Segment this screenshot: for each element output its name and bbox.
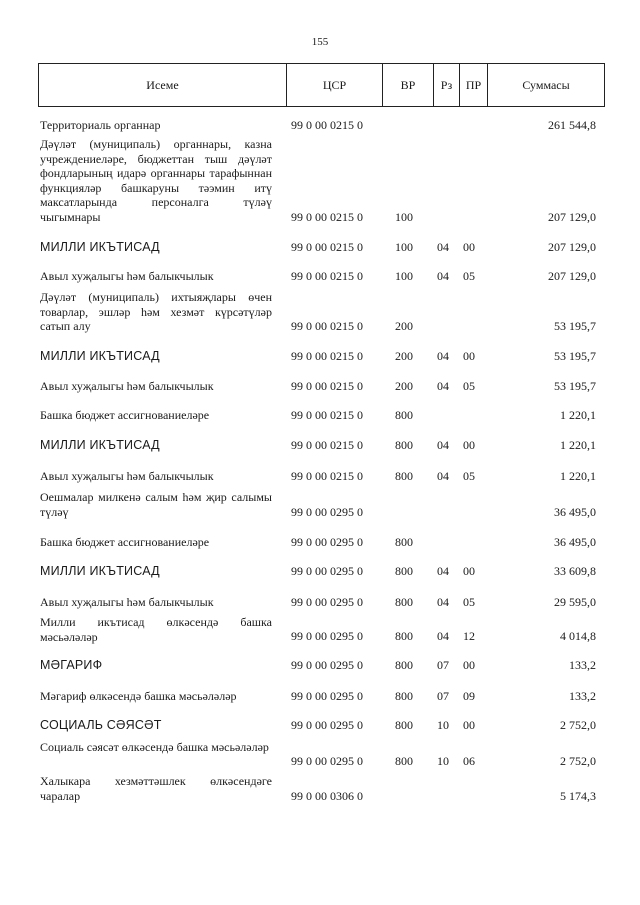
row-pr: 12 [463, 629, 475, 643]
header-vr: ВР [383, 64, 434, 107]
row-pr: 00 [463, 438, 475, 452]
row-pr: 00 [463, 718, 475, 732]
row-vr: 200 [395, 349, 413, 363]
row-pr: 05 [463, 469, 475, 483]
row-vr: 800 [395, 564, 413, 578]
row-pr: 00 [463, 349, 475, 363]
row-name: Социаль сәясәт өлкәсендә башка мәсьәләләр [40, 740, 269, 754]
row-sum: 133,2 [569, 689, 596, 703]
header-name: Исеме [39, 64, 287, 107]
row-sum: 53 195,7 [554, 349, 596, 363]
row-sum: 5 174,3 [560, 789, 596, 803]
row-sum: 36 495,0 [554, 535, 596, 549]
row-rz: 04 [437, 269, 449, 283]
row-csr: 99 0 00 0215 0 [291, 349, 363, 363]
header-csr: ЦСР [287, 64, 383, 107]
row-rz: 10 [437, 718, 449, 732]
row-vr: 800 [395, 718, 413, 732]
row-sum: 207 129,0 [548, 240, 596, 254]
row-rz: 04 [437, 349, 449, 363]
row-name: СОЦИАЛЬ СӘЯСӘТ [40, 718, 162, 732]
table-header [38, 63, 605, 107]
row-vr: 100 [395, 210, 413, 224]
row-name: Дәүләт (муниципаль) органнары, казна учреждениеләре, бюджеттан тыш дәүләт фондларының идарә органнары тарафыннан функцияләр башкаруны тәэмин итү максатларында персоналга түләү чыгымнары [40, 137, 272, 224]
row-vr: 200 [395, 379, 413, 393]
row-csr: 99 0 00 0215 0 [291, 379, 363, 393]
row-rz: 04 [437, 240, 449, 254]
row-name: Территориаль органнар [40, 118, 161, 132]
row-name: МӘГАРИФ [40, 658, 103, 672]
row-sum: 2 752,0 [560, 718, 596, 732]
row-name: Милли икътисад өлкәсендә башка мәсьәләләр [40, 615, 272, 644]
row-name: МИЛЛИ ИКЪТИСАД [40, 438, 160, 452]
row-csr: 99 0 00 0295 0 [291, 564, 363, 578]
row-pr: 00 [463, 658, 475, 672]
row-pr: 06 [463, 754, 475, 768]
row-csr: 99 0 00 0215 0 [291, 438, 363, 452]
row-vr: 100 [395, 240, 413, 254]
row-sum: 261 544,8 [548, 118, 596, 132]
row-name: Оешмалар милкенә салым һәм җир салымы түләү [40, 490, 272, 519]
row-csr: 99 0 00 0215 0 [291, 269, 363, 283]
header-pr: ПР [460, 64, 488, 107]
row-vr: 800 [395, 438, 413, 452]
row-pr: 05 [463, 269, 475, 283]
row-vr: 800 [395, 629, 413, 643]
row-csr: 99 0 00 0215 0 [291, 240, 363, 254]
row-vr: 200 [395, 319, 413, 333]
row-sum: 207 129,0 [548, 210, 596, 224]
row-csr: 99 0 00 0295 0 [291, 629, 363, 643]
row-rz: 07 [437, 689, 449, 703]
row-pr: 05 [463, 379, 475, 393]
row-name: Башка бюджет ассигнованиеләре [40, 408, 210, 422]
row-rz: 04 [437, 629, 449, 643]
row-rz: 04 [437, 438, 449, 452]
row-csr: 99 0 00 0295 0 [291, 689, 363, 703]
row-vr: 800 [395, 754, 413, 768]
row-pr: 05 [463, 595, 475, 609]
row-vr: 800 [395, 535, 413, 549]
row-name: МИЛЛИ ИКЪТИСАД [40, 240, 160, 254]
row-rz: 10 [437, 754, 449, 768]
row-sum: 207 129,0 [548, 269, 596, 283]
row-rz: 04 [437, 595, 449, 609]
row-rz: 04 [437, 469, 449, 483]
row-sum: 29 595,0 [554, 595, 596, 609]
row-csr: 99 0 00 0295 0 [291, 535, 363, 549]
row-vr: 800 [395, 469, 413, 483]
row-pr: 09 [463, 689, 475, 703]
row-sum: 53 195,7 [554, 379, 596, 393]
row-rz: 04 [437, 379, 449, 393]
row-rz: 07 [437, 658, 449, 672]
row-sum: 133,2 [569, 658, 596, 672]
row-csr: 99 0 00 0295 0 [291, 595, 363, 609]
row-sum: 2 752,0 [560, 754, 596, 768]
row-name: Авыл хуҗалыгы һәм балыкчылык [40, 469, 214, 483]
row-name: Мәгариф өлкәсендә башка мәсьәләләр [40, 689, 237, 703]
row-csr: 99 0 00 0215 0 [291, 408, 363, 422]
row-vr: 800 [395, 689, 413, 703]
row-name: МИЛЛИ ИКЪТИСАД [40, 564, 160, 578]
row-vr: 800 [395, 408, 413, 422]
row-csr: 99 0 00 0295 0 [291, 505, 363, 519]
row-name: Авыл хуҗалыгы һәм балыкчылык [40, 595, 214, 609]
row-sum: 4 014,8 [560, 629, 596, 643]
row-pr: 00 [463, 564, 475, 578]
row-rz: 04 [437, 564, 449, 578]
row-vr: 800 [395, 595, 413, 609]
row-vr: 100 [395, 269, 413, 283]
row-name: МИЛЛИ ИКЪТИСАД [40, 349, 160, 363]
row-csr: 99 0 00 0215 0 [291, 210, 363, 224]
row-sum: 1 220,1 [560, 438, 596, 452]
row-sum: 36 495,0 [554, 505, 596, 519]
row-sum: 33 609,8 [554, 564, 596, 578]
row-vr: 800 [395, 658, 413, 672]
row-csr: 99 0 00 0295 0 [291, 658, 363, 672]
header-sum: Суммасы [488, 64, 605, 107]
row-csr: 99 0 00 0295 0 [291, 718, 363, 732]
row-name: Халыкара хезмәттәшлек өлкәсендәге чаралар [40, 774, 272, 803]
row-pr: 00 [463, 240, 475, 254]
row-csr: 99 0 00 0215 0 [291, 118, 363, 132]
row-name: Башка бюджет ассигнованиеләре [40, 535, 210, 549]
row-name: Дәүләт (муниципаль) ихтыяҗлары өчен товарлар, эшләр һәм хезмәт күрсәтүләр сатып алу [40, 290, 272, 333]
row-sum: 53 195,7 [554, 319, 596, 333]
row-name: Авыл хуҗалыгы һәм балыкчылык [40, 269, 214, 283]
row-csr: 99 0 00 0215 0 [291, 319, 363, 333]
row-name: Авыл хуҗалыгы һәм балыкчылык [40, 379, 214, 393]
row-sum: 1 220,1 [560, 469, 596, 483]
page-number: 155 [311, 36, 329, 48]
row-csr: 99 0 00 0306 0 [291, 789, 363, 803]
row-csr: 99 0 00 0215 0 [291, 469, 363, 483]
row-sum: 1 220,1 [560, 408, 596, 422]
row-csr: 99 0 00 0295 0 [291, 754, 363, 768]
header-rz: Рз [434, 64, 460, 107]
